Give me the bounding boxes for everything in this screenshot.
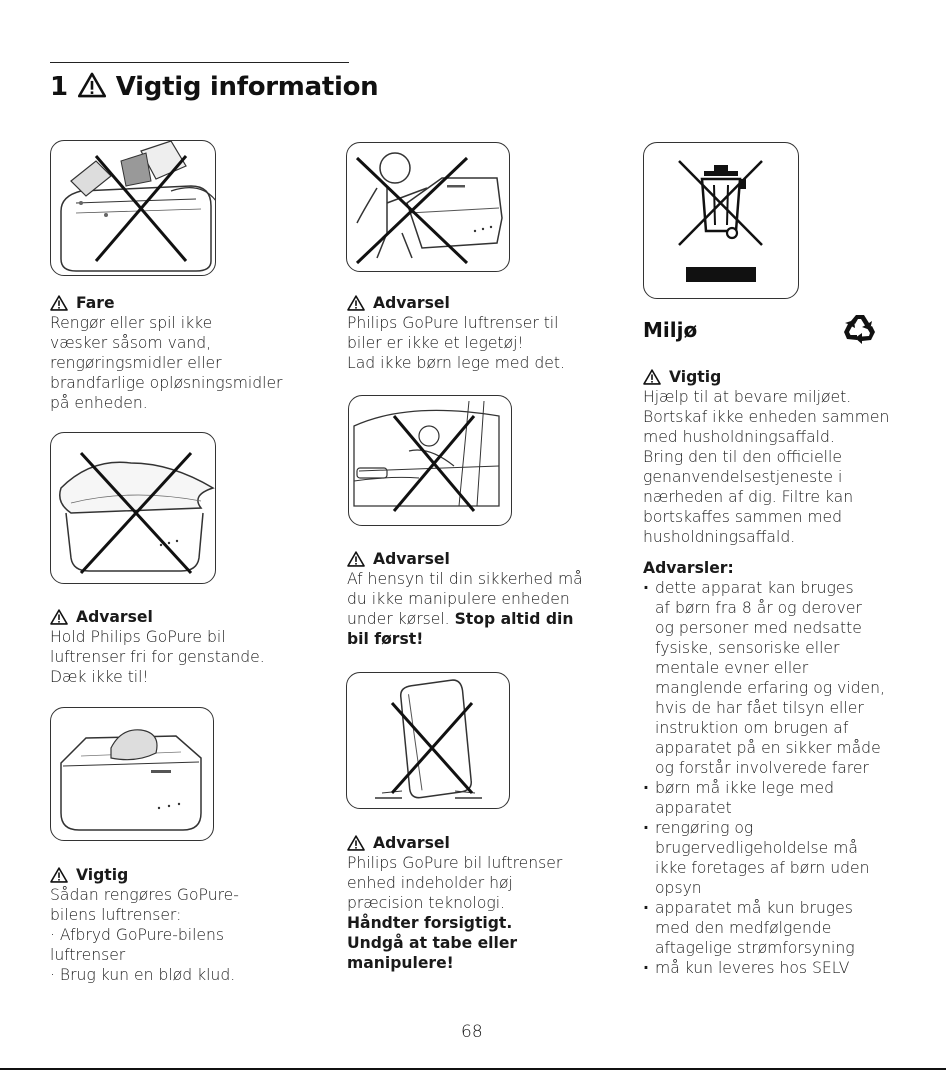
vigtig-block-1: Vigtig Sådan rengøres GoPure- bilens luftrenser: · Afbryd GoPure-bilens luftrenser · Brug kun en blød klud. [50, 865, 320, 985]
list-item: · må kun leveres hos SELV [643, 958, 938, 978]
fare-heading: Fare [50, 293, 320, 313]
warning-triangle-icon [347, 551, 365, 567]
image-child-not-toy [346, 142, 510, 272]
warning-triangle-icon [50, 295, 68, 311]
list-item: · børn må ikke lege med apparatet [643, 778, 938, 818]
advarsler-block [643, 558, 938, 978]
advarsler-heading: Advarsler: [643, 559, 734, 577]
list-item: · dette apparat kan bruges af børn fra 8 år og derover og personer med nedsatte fysiske, sensoriske eller mentale evner eller manglende erfaring og viden, hvis de har fået tilsyn eller instruktion om brugen af apparatet på en sikker måde og forstår involverede farer [643, 578, 938, 778]
warning-triangle-icon [643, 369, 661, 385]
recycle-icon [842, 312, 878, 348]
warning-triangle-icon [78, 72, 106, 98]
list-item: · rengøring og brugervedligeholdelse må ikke foretages af børn uden opsyn [643, 818, 938, 898]
advarsel-heading: Advarsel [50, 607, 320, 627]
advarsler-list [643, 578, 938, 978]
warning-triangle-icon [347, 295, 365, 311]
advarsel-block-3: Advarsel Af hensyn til din sikkerhed må du ikke manipulere enheden under kørsel. Stop altid din bil først! [347, 549, 637, 649]
image-dropping-device [346, 672, 510, 809]
image-wiping-device [50, 707, 214, 841]
fare-block: Fare Rengør eller spil ikke væsker såsom vand, rengøringsmidler eller brandfarlige opløsningsmidler på enheden. [50, 293, 320, 413]
section-title-miljo: Miljø [643, 318, 698, 342]
warning-triangle-icon [50, 867, 68, 883]
page-number: 68 [461, 1022, 483, 1042]
advarsel-block-1: Advarsel Hold Philips GoPure bil luftrenser fri for genstande. Dæk ikke til! [50, 607, 320, 687]
crossed-out-wheelie-bin-icon [643, 142, 799, 299]
warning-triangle-icon [50, 609, 68, 625]
warning-triangle-icon [347, 835, 365, 851]
image-pouring-liquid [50, 140, 216, 276]
advarsel-block-4: Advarsel Philips GoPure bil luftrenser enhed indeholder høj præcision teknologi. Håndter forsigtigt. Undgå at tabe eller manipulere! [347, 833, 627, 973]
advarsel-heading: Advarsel [347, 549, 637, 569]
advarsel-heading: Advarsel [347, 293, 627, 313]
page-title: 1 Vigtig information [50, 72, 379, 102]
vigtig-heading: Vigtig [50, 865, 320, 885]
list-item: · apparatet må kun bruges med den medfølgende aftagelige strømforsyning [643, 898, 938, 958]
image-driver-in-car [348, 395, 512, 526]
vigtig-block-2: Vigtig Hjælp til at bevare miljøet. Bortskaf ikke enheden sammen med husholdningsaffald. Bring den til den officielle genanvendelsestjeneste i nærheden af dig. Filtre kan bortskaffes sammen med husholdningsaffald. [643, 367, 933, 547]
top-rule [50, 62, 349, 63]
vigtig-heading: Vigtig [643, 367, 933, 387]
advarsel-heading: Advarsel [347, 833, 627, 853]
bottom-rule [0, 1068, 946, 1070]
image-covered-device [50, 432, 216, 584]
advarsel-block-2: Advarsel Philips GoPure luftrenser til biler er ikke et legetøj! Lad ikke børn lege med det. [347, 293, 627, 373]
